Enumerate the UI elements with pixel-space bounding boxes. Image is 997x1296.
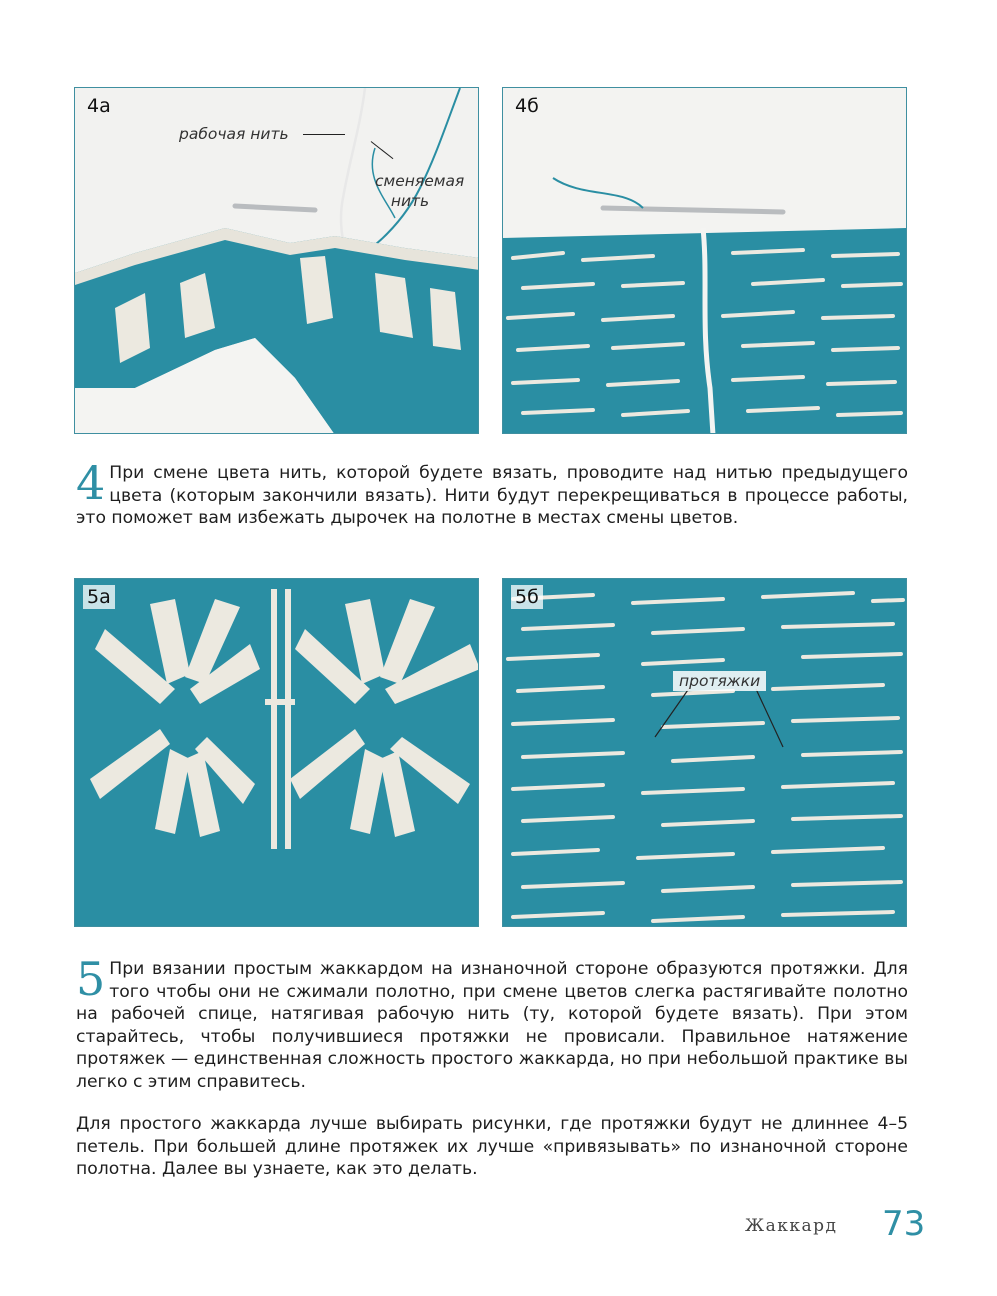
photo-4a xyxy=(74,87,479,434)
knitting-illustration-4b xyxy=(503,88,907,434)
step-4-number: 4 xyxy=(76,456,106,510)
callout-changing-yarn-line1: сменяемая xyxy=(375,172,465,190)
photo-5b xyxy=(502,578,907,927)
photo-4b-label: 4б xyxy=(515,95,539,117)
photo-4a-label: 4а xyxy=(87,95,111,117)
photo-5a xyxy=(74,578,479,927)
note-text: Для простого жаккарда лучше выбирать рисунки, где протяжки будут не длиннее 4–5 петель. При большей длине протяжек их лучше «привязывать» по изнаночной стороне полотна. Далее вы узнаете, как это делать. xyxy=(76,1114,908,1180)
page-number: 73 xyxy=(882,1204,926,1244)
step-5-paragraph xyxy=(76,952,908,1094)
footer-section-title: Жаккард xyxy=(745,1216,838,1236)
callout-changing-yarn xyxy=(375,171,465,211)
knitting-illustration-5a xyxy=(75,579,479,927)
callout-working-yarn-leader xyxy=(303,134,345,135)
photo-4b xyxy=(502,87,907,434)
step-4-paragraph xyxy=(76,456,908,530)
photo-5b-label: 5б xyxy=(511,585,543,609)
callout-changing-yarn-line2: нить xyxy=(390,192,430,210)
note-paragraph xyxy=(76,1113,908,1181)
step-5-text: При вязании простым жаккардом на изнаночной стороне образуются протяжки. Для того чтобы они не сжимали полотно, при смене цветов слегка растягивайте полотно на рабочей спице, натягивая рабочую нить (ту, которой будете вязать). При этом старайтесь, чтобы получившиеся протяжки не провисали. Правильное натяжение протяжек — единственная сложность простого жаккарда, но при небольшой практике вы легко с этим справитесь. xyxy=(76,959,908,1092)
step-4-text: При смене цвета нить, которой будете вязать, проводите над нитью предыдущего цвета (которым закончили вязать). Нити будут перекрещиваться в процессе работы, это поможет вам избежать дырочек на полотне в местах смены цветов. xyxy=(76,463,908,529)
callout-floats: протяжки xyxy=(673,671,766,691)
step-5-number: 5 xyxy=(76,952,106,1006)
callout-working-yarn: рабочая нить xyxy=(179,125,289,143)
knitting-illustration-5b xyxy=(503,579,907,927)
photo-5a-label: 5а xyxy=(83,585,115,609)
